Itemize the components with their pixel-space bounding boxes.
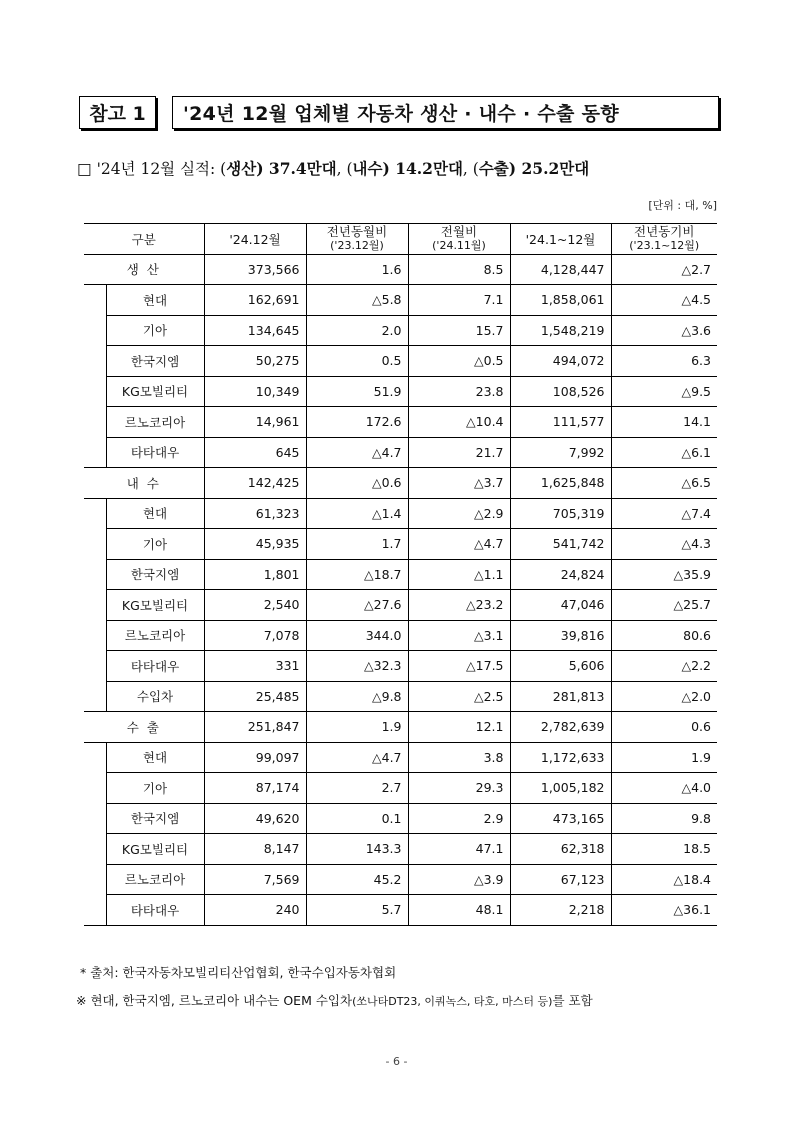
section-label: 내 수 [84, 468, 204, 499]
table-cell: △0.6 [306, 468, 408, 499]
table-cell: 12.1 [408, 712, 510, 743]
summary-separator: , ( [336, 160, 353, 178]
page-number: - 6 - [385, 1055, 408, 1068]
table-cell: 9.8 [611, 803, 717, 834]
table-cell: 2.9 [408, 803, 510, 834]
table-cell: 1.9 [611, 742, 717, 773]
company-label: 한국지엠 [106, 803, 204, 834]
production-label: 생산 [226, 159, 257, 178]
indent-cell [84, 620, 106, 651]
header-yoy [306, 224, 408, 255]
table-cell: 2.0 [306, 315, 408, 346]
table-cell: 5,606 [510, 651, 611, 682]
header-category: 구분 [84, 224, 204, 255]
header-yoy-sub: ('23.12월) [330, 238, 384, 252]
production-value: ) 37.4만대 [256, 159, 337, 178]
table-row [84, 437, 717, 468]
table-cell: △36.1 [611, 895, 717, 926]
table-cell: 494,072 [510, 346, 611, 377]
data-table [84, 223, 717, 926]
table-cell: 14.1 [611, 407, 717, 438]
summary-separator: , ( [462, 160, 479, 178]
table-cell: △1.4 [306, 498, 408, 529]
source-note: * 출처: 한국자동차모빌리티산업협회, 한국수입자동차협회 [80, 965, 397, 980]
company-label: 타타대우 [106, 895, 204, 926]
table-row [84, 559, 717, 590]
table-cell: △3.7 [408, 468, 510, 499]
table-cell: 21.7 [408, 437, 510, 468]
header-ytd: '24.1~12월 [510, 224, 611, 255]
table-row [84, 529, 717, 560]
indent-cell [84, 773, 106, 804]
company-label: 한국지엠 [106, 346, 204, 377]
table-row [84, 620, 717, 651]
table-cell: 7.1 [408, 285, 510, 316]
table-cell: △2.7 [611, 254, 717, 285]
table-cell: △6.1 [611, 437, 717, 468]
company-label: 르노코리아 [106, 407, 204, 438]
table-cell: 7,992 [510, 437, 611, 468]
table-cell: △4.7 [408, 529, 510, 560]
table-cell: 18.5 [611, 834, 717, 865]
summary-line [77, 157, 589, 179]
table-cell: 8,147 [204, 834, 306, 865]
table-cell: 240 [204, 895, 306, 926]
table-cell: 1,172,633 [510, 742, 611, 773]
table-cell: △10.4 [408, 407, 510, 438]
table-cell: 142,425 [204, 468, 306, 499]
table-cell: △9.8 [306, 681, 408, 712]
oem-note-models: (쏘나타DT23, 이쿼녹스, 타호, 마스터 등) [352, 995, 553, 1008]
table-cell: △2.2 [611, 651, 717, 682]
table-cell: 25,485 [204, 681, 306, 712]
company-label: 르노코리아 [106, 864, 204, 895]
table-cell: 1.7 [306, 529, 408, 560]
table-cell: 2,218 [510, 895, 611, 926]
table-row [84, 742, 717, 773]
header-dec24: '24.12월 [204, 224, 306, 255]
table-row [84, 651, 717, 682]
table-cell: △4.0 [611, 773, 717, 804]
table-row [84, 468, 717, 499]
table-cell: 1.6 [306, 254, 408, 285]
table-cell: 1,005,182 [510, 773, 611, 804]
table-row [84, 803, 717, 834]
table-cell: 134,645 [204, 315, 306, 346]
table-cell: △3.1 [408, 620, 510, 651]
indent-cell [84, 529, 106, 560]
table-cell: 99,097 [204, 742, 306, 773]
company-label: 현대 [106, 498, 204, 529]
table-cell: 251,847 [204, 712, 306, 743]
table-cell: 6.3 [611, 346, 717, 377]
company-label: 수입차 [106, 681, 204, 712]
table-cell: 45,935 [204, 529, 306, 560]
indent-cell [84, 895, 106, 926]
table-cell: 15.7 [408, 315, 510, 346]
company-label: 기아 [106, 315, 204, 346]
indent-cell [84, 651, 106, 682]
table-cell: 143.3 [306, 834, 408, 865]
company-label: 현대 [106, 285, 204, 316]
company-label: 기아 [106, 773, 204, 804]
table-cell: 47,046 [510, 590, 611, 621]
company-label: KG모빌리티 [106, 376, 204, 407]
table-cell: △23.2 [408, 590, 510, 621]
table-cell: 80.6 [611, 620, 717, 651]
indent-cell [84, 864, 106, 895]
table-cell: 50,275 [204, 346, 306, 377]
page-header [79, 96, 719, 132]
table-row [84, 376, 717, 407]
table-cell: 111,577 [510, 407, 611, 438]
header-mom-sub: ('24.11월) [432, 238, 486, 252]
company-label: 현대 [106, 742, 204, 773]
table-cell: △27.6 [306, 590, 408, 621]
table-cell: △2.5 [408, 681, 510, 712]
table-cell: △4.7 [306, 437, 408, 468]
table-cell: 7,569 [204, 864, 306, 895]
table-cell: 62,318 [510, 834, 611, 865]
reference-label: 참고 1 [79, 96, 156, 129]
company-label: KG모빌리티 [106, 834, 204, 865]
table-cell: 51.9 [306, 376, 408, 407]
table-row [84, 895, 717, 926]
table-cell: 24,824 [510, 559, 611, 590]
table-row [84, 681, 717, 712]
table-cell: △5.8 [306, 285, 408, 316]
export-label: 수출 [478, 159, 509, 178]
table-cell: △35.9 [611, 559, 717, 590]
table-cell: 87,174 [204, 773, 306, 804]
table-row [84, 712, 717, 743]
table-row [84, 285, 717, 316]
table-cell: 1,858,061 [510, 285, 611, 316]
table-cell: △0.5 [408, 346, 510, 377]
table-cell: 47.1 [408, 834, 510, 865]
company-label: 타타대우 [106, 651, 204, 682]
table-cell: 108,526 [510, 376, 611, 407]
indent-cell [84, 376, 106, 407]
table-cell: △2.9 [408, 498, 510, 529]
table-row [84, 315, 717, 346]
indent-cell [84, 559, 106, 590]
indent-cell [84, 285, 106, 316]
oem-note [76, 991, 593, 1009]
table-cell: 10,349 [204, 376, 306, 407]
indent-cell [84, 803, 106, 834]
table-cell: △32.3 [306, 651, 408, 682]
table-cell: 0.6 [611, 712, 717, 743]
section-label: 생 산 [84, 254, 204, 285]
indent-cell [84, 590, 106, 621]
table-cell: 61,323 [204, 498, 306, 529]
table-cell: 2,782,639 [510, 712, 611, 743]
table-cell: 1,801 [204, 559, 306, 590]
table-cell: 5.7 [306, 895, 408, 926]
indent-cell [84, 834, 106, 865]
indent-cell [84, 315, 106, 346]
table-cell: 7,078 [204, 620, 306, 651]
table-cell: 1.9 [306, 712, 408, 743]
section-label: 수 출 [84, 712, 204, 743]
table-cell: 541,742 [510, 529, 611, 560]
summary-prefix: □ '24년 12월 실적: ( [77, 160, 227, 178]
table-cell: △6.5 [611, 468, 717, 499]
table-header-row [84, 224, 717, 255]
table-cell: 2,540 [204, 590, 306, 621]
company-label: 한국지엠 [106, 559, 204, 590]
table-cell: 3.8 [408, 742, 510, 773]
table-cell: 705,319 [510, 498, 611, 529]
indent-cell [84, 407, 106, 438]
unit-note: [단위 : 대, %] [648, 199, 717, 212]
header-ytd-yoy-sub: ('23.1~12월) [629, 238, 700, 252]
header-ytd-yoy [611, 224, 717, 255]
indent-cell [84, 437, 106, 468]
table-row [84, 590, 717, 621]
table-row [84, 407, 717, 438]
export-value: ) 25.2만대 [508, 159, 590, 178]
table-row [84, 346, 717, 377]
table-cell: 23.8 [408, 376, 510, 407]
table-cell: 8.5 [408, 254, 510, 285]
footnotes [76, 963, 593, 1019]
table-cell: △7.4 [611, 498, 717, 529]
table-cell: 0.1 [306, 803, 408, 834]
company-label: 기아 [106, 529, 204, 560]
table-cell: △4.5 [611, 285, 717, 316]
table-cell: 0.5 [306, 346, 408, 377]
table-cell: 48.1 [408, 895, 510, 926]
table-cell: △2.0 [611, 681, 717, 712]
table-cell: 39,816 [510, 620, 611, 651]
table-cell: △3.9 [408, 864, 510, 895]
header-mom [408, 224, 510, 255]
header-ytd-yoy-label: 전년동기비 [634, 224, 695, 240]
company-label: 르노코리아 [106, 620, 204, 651]
table-cell: △4.7 [306, 742, 408, 773]
table-cell: △1.1 [408, 559, 510, 590]
table-cell: 49,620 [204, 803, 306, 834]
table-row [84, 773, 717, 804]
table-cell: 1,625,848 [510, 468, 611, 499]
table-cell: △17.5 [408, 651, 510, 682]
header-mom-label: 전월비 [440, 224, 478, 240]
header-yoy-label: 전년동월비 [326, 224, 388, 240]
table-cell: 344.0 [306, 620, 408, 651]
table-cell: 645 [204, 437, 306, 468]
table-row [84, 254, 717, 285]
table-cell: △25.7 [611, 590, 717, 621]
table-cell: 29.3 [408, 773, 510, 804]
domestic-label: 내수 [352, 159, 383, 178]
table-cell: 67,123 [510, 864, 611, 895]
company-label: KG모빌리티 [106, 590, 204, 621]
table-cell: △9.5 [611, 376, 717, 407]
table-row [84, 864, 717, 895]
company-label: 타타대우 [106, 437, 204, 468]
domestic-value: ) 14.2만대 [382, 159, 463, 178]
table-cell: △18.4 [611, 864, 717, 895]
table-cell: 331 [204, 651, 306, 682]
table-cell: △4.3 [611, 529, 717, 560]
oem-note-end: 를 포함 [552, 993, 593, 1008]
table-cell: 2.7 [306, 773, 408, 804]
oem-note-main: ※ 현대, 한국지엠, 르노코리아 내수는 OEM 수입차 [76, 993, 353, 1008]
table-cell: 172.6 [306, 407, 408, 438]
indent-cell [84, 742, 106, 773]
table-cell: 1,548,219 [510, 315, 611, 346]
table-cell: △18.7 [306, 559, 408, 590]
table-row [84, 498, 717, 529]
table-cell: △3.6 [611, 315, 717, 346]
table-cell: 373,566 [204, 254, 306, 285]
table-cell: 162,691 [204, 285, 306, 316]
table-cell: 473,165 [510, 803, 611, 834]
indent-cell [84, 498, 106, 529]
indent-cell [84, 681, 106, 712]
indent-cell [84, 346, 106, 377]
table-cell: 4,128,447 [510, 254, 611, 285]
table-cell: 14,961 [204, 407, 306, 438]
table-cell: 281,813 [510, 681, 611, 712]
page-title: '24년 12월 업체별 자동차 생산 · 내수 · 수출 동향 [172, 96, 719, 129]
table-row [84, 834, 717, 865]
table-cell: 45.2 [306, 864, 408, 895]
